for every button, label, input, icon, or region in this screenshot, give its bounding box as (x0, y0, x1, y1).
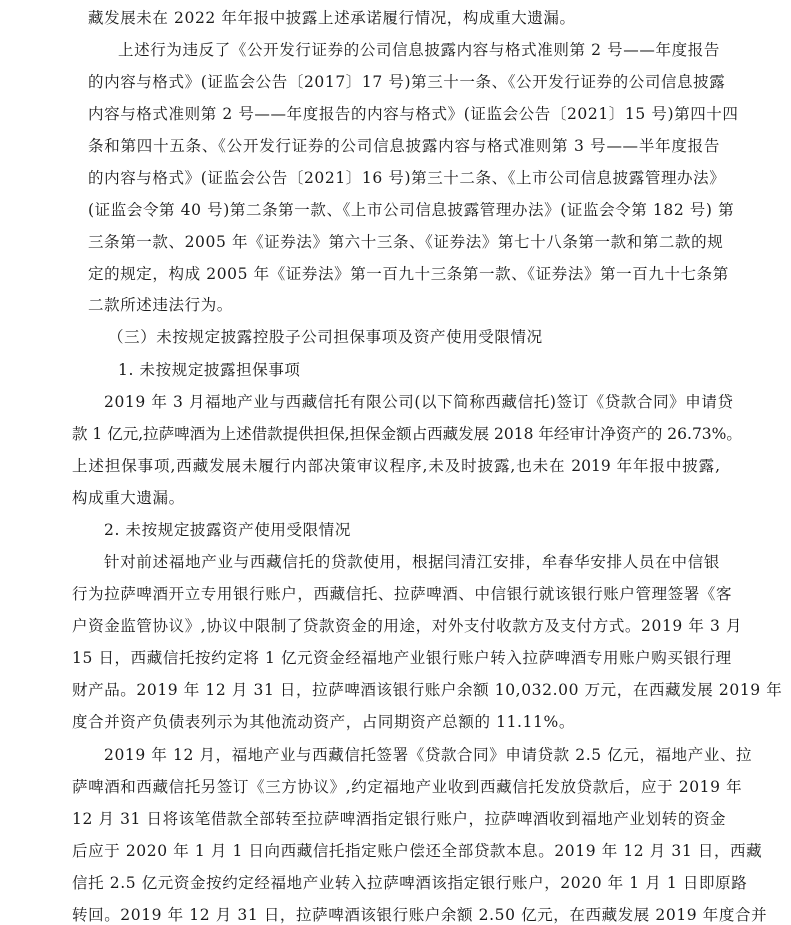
paragraph-line: 定的规定，构成 2005 年《证券法》第一百九十三条第一款、《证券法》第一百九十七条第 (88, 265, 729, 283)
paragraph-line: 款 1 亿元,拉萨啤酒为上述借款提供担保,担保金额占西藏发展 2018 年经审计净资产的 26.73%。 (72, 425, 742, 443)
paragraph-line: 2019 年 3 月福地产业与西藏信托有限公司(以下简称西藏信托)签订《贷款合同》申请贷 (104, 393, 734, 411)
paragraph-line: 的内容与格式》(证监会公告〔2017〕17 号)第三十一条、《公开发行证券的公司信息披露 (88, 73, 726, 91)
section-heading: （三）未按规定披露控股子公司担保事项及资产使用受限情况 (108, 328, 543, 346)
paragraph-line: 信托 2.5 亿元资金按约定经福地产业转入拉萨啤酒该指定银行账户，2020 年 1 月 1 日即原路 (72, 874, 748, 892)
paragraph-line: 的内容与格式》(证监会公告〔2021〕16 号)第三十二条、《上市公司信息披露管理办法》 (88, 169, 726, 187)
paragraph-line: 上述行为违反了《公开发行证券的公司信息披露内容与格式准则第 2 号——年度报告 (118, 41, 720, 59)
paragraph-line: 条和第四十五条、《公开发行证券的公司信息披露内容与格式准则第 3 号——半年度报告 (88, 137, 720, 155)
paragraph-line: 藏发展未在 2022 年年报中披露上述承诺履行情况，构成重大遗漏。 (88, 9, 576, 27)
subsection-heading: 2. 未按规定披露资产使用受限情况 (104, 521, 351, 539)
paragraph-line: 后应于 2020 年 1 月 1 日向西藏信托指定账户偿还全部贷款本息。2019 年 12 月 31 日，西藏 (72, 842, 763, 860)
paragraph-line: 二款所述违法行为。 (88, 296, 233, 314)
paragraph-line: 15 日，西藏信托按约定将 1 亿元资金经福地产业银行账户转入拉萨啤酒专用账户购买银行理 (72, 649, 732, 667)
subsection-heading: 1. 未按规定披露担保事项 (118, 361, 301, 379)
paragraph-line: 财产品。2019 年 12 月 31 日，拉萨啤酒该银行账户余额 10,032.00 万元，在西藏发展 2019 年 (72, 681, 783, 699)
paragraph-line: 三条第一款、2005 年《证券法》第六十三条、《证券法》第七十八条第一款和第二款的规 (88, 233, 724, 251)
paragraph-line: 户资金监管协议》,协议中限制了贷款资金的用途，对外支付收款方及支付方式。2019 年 3 月 (72, 617, 743, 635)
paragraph-line: 内容与格式准则第 2 号——年度报告的内容与格式》(证监会公告〔2021〕15 号)第四十四 (88, 105, 739, 123)
paragraph-line: 转回。2019 年 12 月 31 日，拉萨啤酒该银行账户余额 2.50 亿元，在西藏发展 2019 年度合并 (72, 906, 768, 924)
paragraph-line: 度合并资产负债表列示为其他流动资产，占同期资产总额的 11.11%。 (72, 713, 575, 731)
paragraph-line: 萨啤酒和西藏信托另签订《三方协议》,约定福地产业收到西藏信托发放贷款后，应于 2019 年 (72, 778, 743, 796)
paragraph-line: 2019 年 12 月，福地产业与西藏信托签署《贷款合同》申请贷款 2.5 亿元，福地产业、拉 (104, 746, 753, 764)
paragraph-line: 针对前述福地产业与西藏信托的贷款使用，根据闫清江安排，牟春华安排人员在中信银 (104, 553, 720, 571)
paragraph-line: 构成重大遗漏。 (72, 489, 185, 507)
paragraph-line: 12 月 31 日将该笔借款全部转至拉萨啤酒指定银行账户，拉萨啤酒收到福地产业划转的资金 (72, 810, 727, 828)
paragraph-line: (证监会令第 40 号)第二条第一款、《上市公司信息披露管理办法》(证监会令第 182 号) 第 (88, 201, 735, 219)
paragraph-line: 行为拉萨啤酒开立专用银行账户，西藏信托、拉萨啤酒、中信银行就该银行账户管理签署《客 (72, 585, 733, 603)
paragraph-line: 上述担保事项,西藏发展未履行内部决策审议程序,未及时披露,也未在 2019 年年报中披露, (72, 457, 720, 475)
